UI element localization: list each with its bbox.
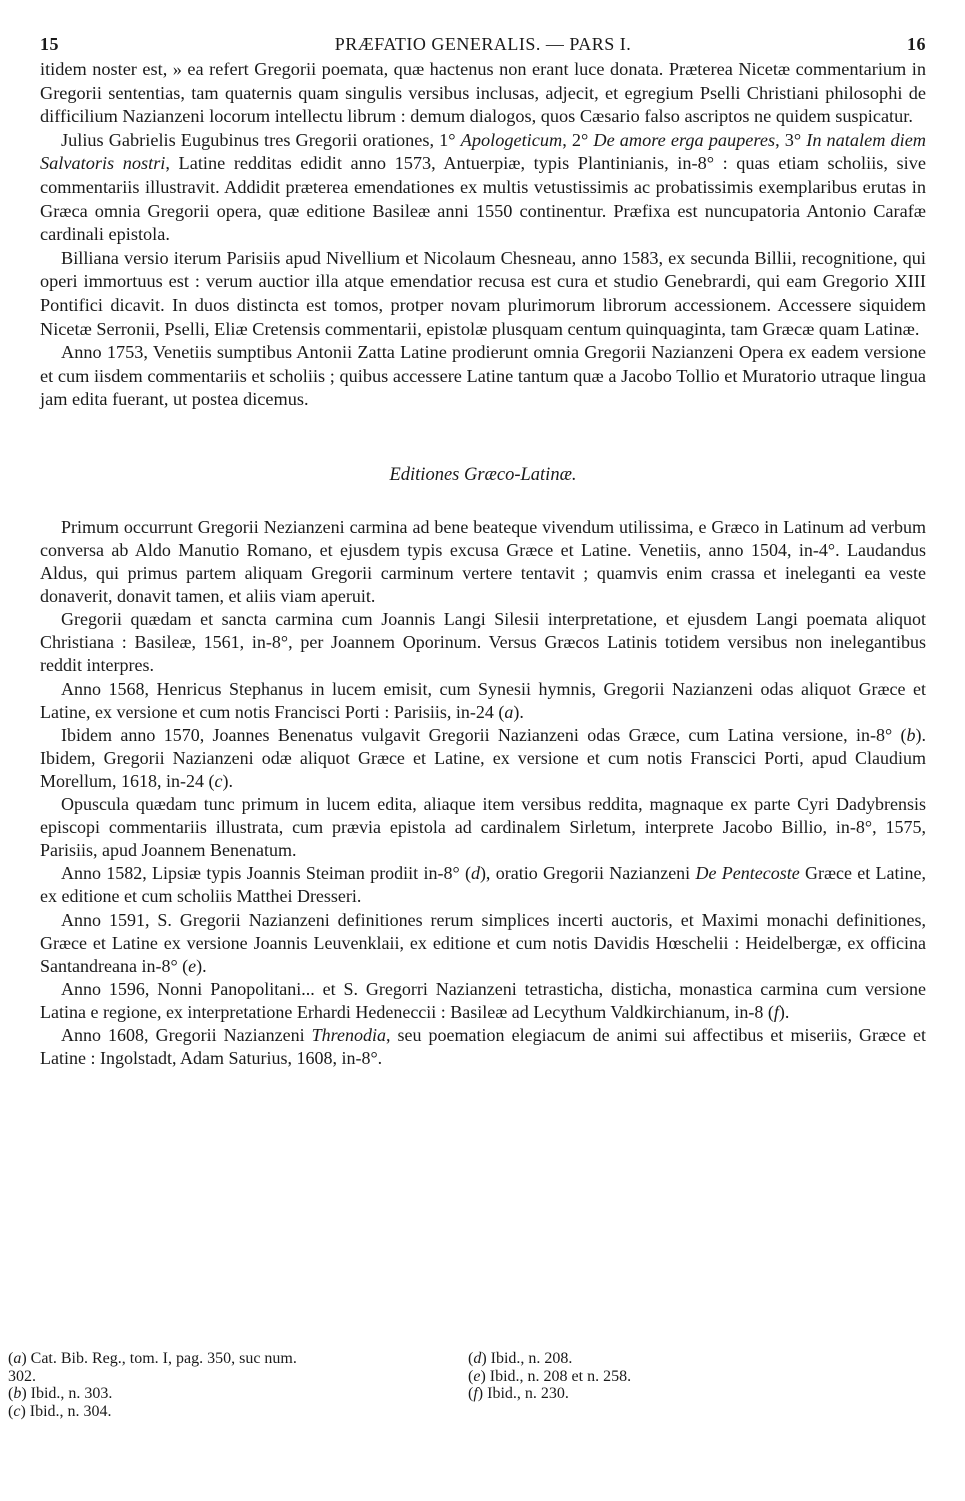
footnotes-left-column	[8, 1350, 468, 1420]
italic-text: f	[773, 1001, 779, 1022]
text-run: , seu poemation elegiacum de animi sui affectibus et miseriis, Græce et Latine : Ingolstadt, Adam Saturius, 1608, in-8°.	[40, 1024, 926, 1069]
footnote-text: Ibid., n. 208 et n. 258.	[485, 1367, 632, 1385]
text-run: Ibidem anno 1570, Joannes Benenatus vulgavit Gregorii Nazianzeni odas Græce, cum Latina versione, in-8° (	[61, 724, 907, 745]
text-run: Anno 1596, Nonni Panopolitani... et S. Gregorri Nazianzeni tetrasticha, disticha, monastica carmina cum versione Latina e regione, ex interpretatione Erhardi Hedeneccii : Basileæ ad Lecythum Valdkirchianum, in-8 (	[40, 978, 926, 1022]
text-run: ).	[778, 1001, 790, 1022]
text-run: ).	[513, 701, 524, 722]
footnote: (c) Ibid., n. 304.	[8, 1402, 112, 1420]
footnote-mark: e	[473, 1367, 481, 1385]
text-run: , 3°	[775, 129, 807, 150]
text-run: , 2°	[562, 129, 594, 150]
text-run: ).	[222, 770, 233, 791]
text-run: Anno 1608, Gregorii Nazianzeni	[61, 1024, 312, 1045]
footnote-text: 302.	[8, 1367, 36, 1385]
paragraph	[40, 516, 926, 608]
text-run: Anno 1753, Venetiis sumptibus Antonii Zatta Latine prodierunt omnia Gregorii Nazianzeni Opera ex eadem versione et cum iisdem commentariis et scholiis ; quibus accessere Latine tantum quæ a Jacobo Tollio et Muratorio utraque lingua jam edita fuerant, ut postea dicemus.	[40, 342, 926, 410]
page-number-right: 16	[907, 34, 926, 54]
paragraph	[40, 129, 926, 247]
text-run: Anno 1568, Henricus Stephanus in lucem emisit, cum Synesii hymnis, Gregorii Nazianzeni odas aliquot Græce et Latine, ex versione et cum notis Francisci Porti : Parisiis, in-24 (	[40, 678, 926, 722]
footnote-text: Ibid., n. 303.	[26, 1385, 113, 1402]
footnote-mark: c	[13, 1402, 21, 1420]
text-run: Anno 1591, S. Gregorii Nazianzeni definitiones rerum simplices incerti auctoris, et Maximi monachi definitiones, Græce et Latine ex versione Joannis Leuvenklaii, ex editione et cum notis Davidis Hœschelii : Heidelbergæ, ex officina Santandreana in-8° (	[40, 909, 926, 976]
footnote: (b) Ibid., n. 303.	[8, 1385, 113, 1402]
footnote: (a) Cat. Bib. Reg., tom. I, pag. 350, suc num.	[8, 1350, 297, 1367]
paragraph	[40, 247, 926, 341]
text-run: , Latine redditas edidit anno 1573, Antuerpiæ, typis Plantinianis, in-8° : quas etiam scholiis, sive commentariis illustravit. Addidit præterea emendationes ex multis vetustissimis ac probatissimis exemplaribus erutas in Græca omnia Gregorii opera, quæ editione Basileæ anni 1550 continentur. Præfixa est nuncupatoria Antonio Carafæ cardinali epistola.	[40, 153, 926, 245]
text-run: ).	[196, 955, 207, 976]
page-number-left: 15	[40, 34, 59, 54]
paragraph	[40, 909, 926, 978]
text-run: itidem noster est, » ea refert Gregorii poemata, quæ hactenus non erant luce donata. Præterea Nicetæ commentarium in Gregorii sententias, tam quaternis quam singulis versibus inclusas, adjecit, et egregium Pselli Christiani philosophi de difficilium Nazianzeni locorum intellectu librum : demum dialogos, quos Cæsario falso ascriptos ne quidem suspicatur.	[40, 59, 926, 127]
footnote-mark: b	[13, 1385, 22, 1402]
text-run: ). Ibidem, Gregorii Nazianzeni odæ aliquot Græce et Latine, ex versione et cum notis Franscici Porti, apud Claudium Morellum, 1618, in-24 (	[40, 724, 926, 791]
italic-text: De amore erga pauperes	[593, 129, 776, 150]
italic-text: Threnodia	[311, 1024, 386, 1045]
text-run: Gregorii quædam et sancta carmina cum Joannis Langi Silesii interpretatione, et ejusdem Langi poemata aliquot Christiana : Basileæ, 1561, in-8°, per Joannem Oporinum. Versus Græcos Latinis totidem versibus non inelegantibus reddit interpres.	[40, 609, 926, 676]
footnote-text: Ibid., n. 304.	[25, 1402, 112, 1420]
footnote: (e) Ibid., n. 208 et n. 258.	[468, 1367, 632, 1385]
text-run: Græce et Latine, ex editione et cum scholiis Matthei Dresseri.	[40, 863, 926, 907]
text-run: Opuscula quædam tunc primum in lucem edita, aliaque item versibus reddita, magnaque ex parte Cyri Dadybrensis episcopi commentariis illustrata, cum prævia epistola ad cardinalem Sirletum, interprete Jacobo Billio, in-8°, 1575, Parisiis, apud Joannem Benenatum.	[40, 794, 926, 861]
paragraph	[40, 724, 926, 793]
paragraph	[40, 978, 926, 1024]
italic-text: c	[214, 770, 223, 791]
paragraph	[40, 862, 926, 908]
paragraph	[40, 58, 926, 129]
text-run: Primum occurrunt Gregorii Nezianzeni carmina ad bene beateque vivendum utilissima, e Græco in Latinum ad verbum conversa ab Aldo Manutio Romano, et ejusdem typis excusa Græce et Latine. Venetiis, anno 1504, in-4°. Laudandus Aldus, qui primus partem aliquam Gregorii carminum vertere tentavit ; quamvis enim crassa et ineleganti ea veste donaverit, donavit tamen, et aliis viam aperuit.	[40, 516, 926, 607]
text-run: Billiana versio iterum Parisiis apud Nivellium et Nicolaum Chesneau, anno 1583, ex secunda Billii, recognitione, qui operi immortuus est : verum auctior illa atque emendatior recusa est cura et studio Genebrardi, qui eam Gregorio XIII Pontifici dicavit. In duos distincta est tomos, protper novam plurimorum librorum accessionem. Accessere siquidem Nicetæ Serronii, Pselli, Eliæ Cretensis commentarii, epistolæ plusquam centum quinquaginta, tam Græcæ quam Latinæ.	[40, 247, 926, 339]
paragraph	[40, 1024, 926, 1070]
paragraph	[40, 793, 926, 862]
footnote-text: Ibid., n. 230.	[483, 1385, 569, 1402]
footnote-mark: a	[13, 1350, 22, 1367]
footnote	[8, 1368, 468, 1386]
text-run: Anno 1582, Lipsiæ typis Joannis Steiman prodiit in-8° (	[61, 863, 471, 884]
footnote-text: Cat. Bib. Reg., tom. I, pag. 350, suc num.	[26, 1350, 297, 1367]
footnote-mark: f	[473, 1385, 478, 1402]
paragraph	[40, 608, 926, 677]
italic-text: e	[188, 955, 197, 976]
footnote-text: Ibid., n. 208.	[486, 1350, 573, 1367]
italic-text: a	[504, 701, 514, 722]
italic-text: In natalem diem Salvatoris nostri	[40, 129, 927, 174]
paragraph	[40, 678, 926, 724]
italic-text: De Pentecoste	[695, 863, 800, 884]
paragraph	[40, 341, 926, 412]
footnote-mark: d	[473, 1350, 482, 1367]
footnote: (d) Ibid., n. 208.	[468, 1350, 573, 1367]
text-run: Julius Gabrielis Eugubinus tres Gregorii orationes, 1°	[61, 129, 461, 150]
body-text-top	[40, 58, 926, 412]
italic-text: b	[906, 724, 916, 745]
running-head	[40, 30, 926, 58]
running-title: PRÆFATIO GENERALIS. — PARS I.	[334, 34, 632, 54]
section-heading: Editiones Græco-Latinæ.	[389, 464, 577, 485]
footnote: (f) Ibid., n. 230.	[468, 1385, 569, 1402]
footnotes-right-column	[468, 1350, 868, 1403]
italic-text: Apologeticum	[460, 129, 563, 150]
text-run: ), oratio Gregorii Nazianzeni	[479, 863, 696, 884]
page	[40, 30, 926, 1070]
body-text-section	[40, 516, 926, 1070]
italic-text: d	[470, 863, 480, 884]
